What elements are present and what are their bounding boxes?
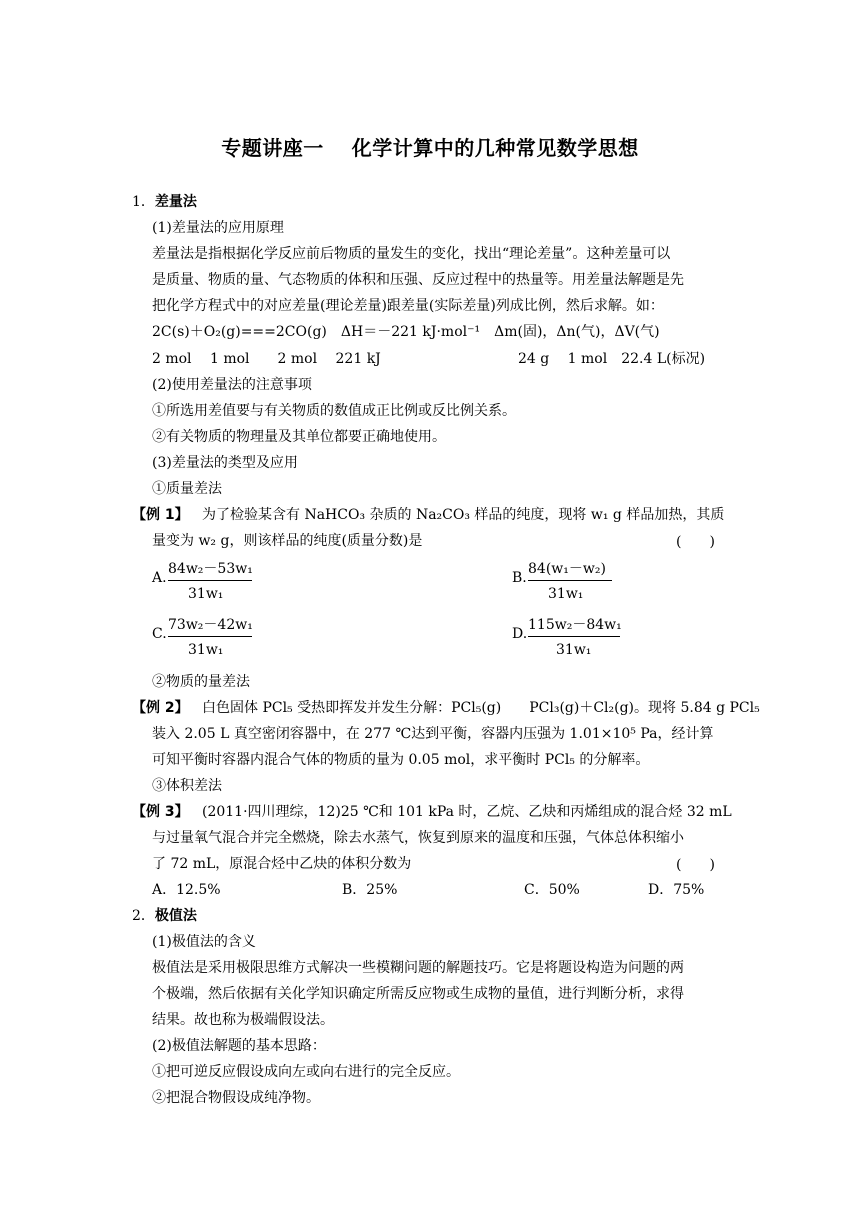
option-a-label: A. bbox=[152, 570, 167, 586]
option-b-label: B. bbox=[512, 570, 527, 586]
s2-p1-line3: 结果。故也称为极端假设法。 bbox=[152, 1012, 334, 1028]
example-3-answer-blank: ( ) bbox=[676, 857, 715, 873]
example-2-line1: 白色固体 PCl₅ 受热即挥发并发生分解：PCl₅(g) PCl₃(g)＋Cl₂(g)。现将 5.84 g PCl₅ bbox=[202, 700, 760, 716]
example-3-option-d: D．75% bbox=[648, 882, 705, 898]
example-1-line1: 为了检验某含有 NaHCO₃ 杂质的 Na₂CO₃ 样品的纯度，现将 w₁ g 样品加热，其质 bbox=[202, 507, 725, 523]
s2-p1-title: (1)极值法的含义 bbox=[152, 934, 256, 950]
section-1-heading: 1．差量法 bbox=[132, 194, 197, 210]
s1-p1-line2: 是质量、物质的量、气态物质的体积和压强、反应过程中的热量等。用差量法解题是先 bbox=[152, 272, 684, 288]
example-3-option-c: C．50% bbox=[524, 882, 580, 898]
option-d-denominator: 31w₁ bbox=[556, 642, 592, 658]
s2-p2-item-b: ②把混合物假设成纯净物。 bbox=[152, 1090, 320, 1106]
option-c-numerator: 73w₂－42w₁ bbox=[168, 617, 253, 633]
s2-p1-line1: 极值法是采用极限思维方式解决一些模糊问题的解题技巧。它是将题设构造为问题的两 bbox=[152, 960, 684, 976]
option-d-numerator: 115w₂－84w₁ bbox=[528, 617, 622, 633]
page-title bbox=[0, 132, 860, 161]
s1-p3-item-c: ③体积差法 bbox=[152, 778, 222, 794]
reaction-quantities-left: 2 mol 1 mol 2 mol 221 kJ bbox=[152, 351, 381, 367]
reaction-equation: 2C(s)＋O₂(g)===2CO(g) ΔH＝－221 kJ·mol⁻¹ Δm(固)，Δn(气)，ΔV(气) bbox=[152, 324, 660, 340]
example-1-answer-blank: ( ) bbox=[676, 534, 715, 550]
option-a bbox=[152, 558, 262, 608]
reaction-quantities-right: 24 g 1 mol 22.4 L(标况) bbox=[518, 351, 706, 367]
option-b bbox=[512, 558, 622, 608]
example-3-line1: (2011·四川理综，12)25 ℃和 101 kPa 时，乙烷、乙炔和丙烯组成的混合烃 32 mL bbox=[202, 804, 732, 820]
s1-p3-title: (3)差量法的类型及应用 bbox=[152, 455, 298, 471]
example-3-option-a: A．12.5% bbox=[152, 882, 221, 898]
example-3-line2: 与过量氧气混合并完全燃烧，除去水蒸气，恢复到原来的温度和压强，气体总体积缩小 bbox=[152, 830, 684, 846]
s1-p1-line1: 差量法是指根据化学反应前后物质的量发生的变化，找出“理论差量”。这种差量可以 bbox=[152, 246, 671, 262]
option-d bbox=[512, 614, 632, 664]
title-part2: 化学计算中的几种常见数学思想 bbox=[351, 136, 639, 160]
section-2-heading: 2．极值法 bbox=[132, 908, 197, 924]
s1-p2-item-a: ①所选用差值要与有关物质的数值成正比例或反比例关系。 bbox=[152, 403, 516, 419]
option-a-denominator: 31w₁ bbox=[188, 586, 224, 602]
option-c-label: C. bbox=[152, 626, 167, 642]
option-a-numerator: 84w₂－53w₁ bbox=[168, 561, 253, 577]
s1-p2-item-b: ②有关物质的物理量及其单位都要正确地使用。 bbox=[152, 429, 446, 445]
example-2-line2: 装入 2.05 L 真空密闭容器中，在 277 ℃达到平衡，容器内压强为 1.01×10⁵ Pa，经计算 bbox=[152, 726, 714, 742]
option-c-denominator: 31w₁ bbox=[188, 642, 224, 658]
option-b-numerator: 84(w₁－w₂) bbox=[528, 561, 606, 577]
s1-p3-item-b: ②物质的量差法 bbox=[152, 674, 250, 690]
option-c bbox=[152, 614, 262, 664]
example-1-line2: 量变为 w₂ g，则该样品的纯度(质量分数)是 bbox=[152, 533, 423, 549]
s1-p1-title: (1)差量法的应用原理 bbox=[152, 220, 284, 236]
option-d-label: D. bbox=[512, 626, 528, 642]
s1-p1-line3: 把化学方程式中的对应差量(理论差量)跟差量(实际差量)列成比例，然后求解。如： bbox=[152, 298, 664, 314]
example-3-line3: 了 72 mL，原混合烃中乙炔的体积分数为 bbox=[152, 856, 412, 872]
example-2-label: 【例 2】 bbox=[132, 700, 189, 716]
example-2-line3: 可知平衡时容器内混合气体的物质的量为 0.05 mol，求平衡时 PCl₅ 的分解率。 bbox=[152, 752, 650, 768]
s1-p3-item-a: ①质量差法 bbox=[152, 481, 222, 497]
option-b-denominator: 31w₁ bbox=[548, 586, 584, 602]
example-3-option-b: B．25% bbox=[342, 882, 398, 898]
title-part1: 专题讲座一 bbox=[221, 136, 324, 160]
s1-p2-title: (2)使用差量法的注意事项 bbox=[152, 377, 312, 393]
example-3-label: 【例 3】 bbox=[132, 804, 189, 820]
example-1-label: 【例 1】 bbox=[132, 507, 189, 523]
s2-p2-title: (2)极值法解题的基本思路： bbox=[152, 1038, 326, 1054]
s2-p2-item-a: ①把可逆反应假设成向左或向右进行的完全反应。 bbox=[152, 1064, 460, 1080]
s2-p1-line2: 个极端，然后依据有关化学知识确定所需反应物或生成物的量值，进行判断分析，求得 bbox=[152, 986, 684, 1002]
